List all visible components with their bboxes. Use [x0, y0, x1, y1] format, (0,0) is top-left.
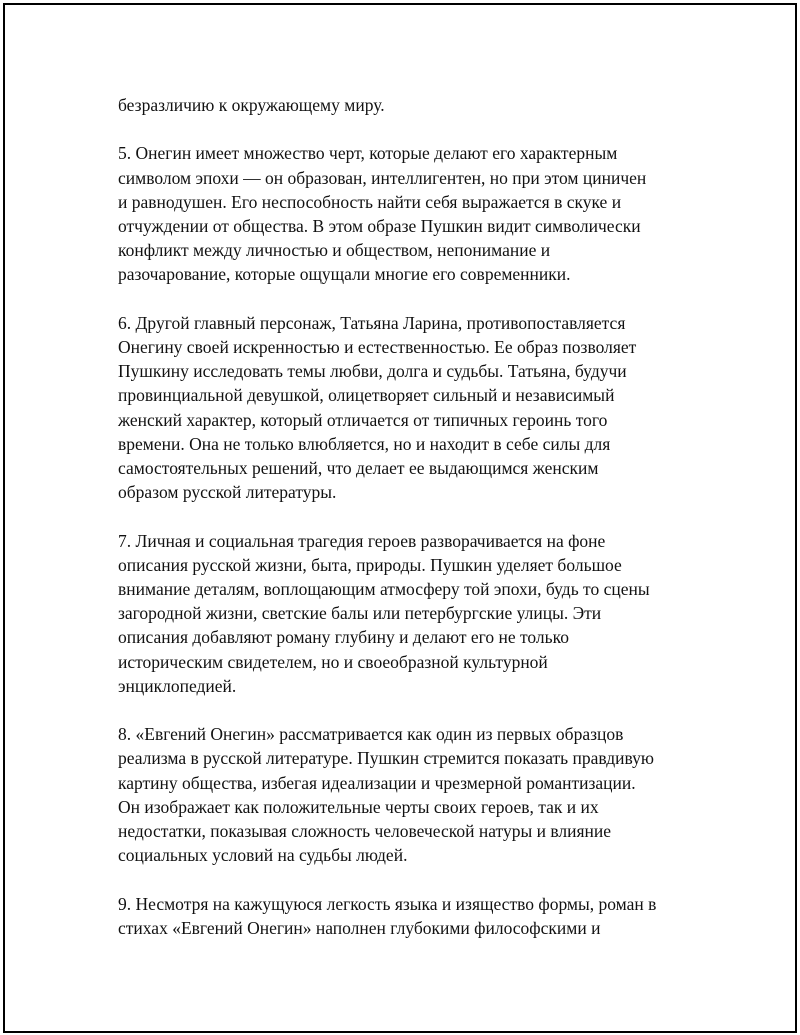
text-line: социальных условий на судьбы людей.: [118, 845, 408, 866]
text-line: символом эпохи — он образован, интеллигентен, но при этом циничен: [118, 167, 647, 188]
text-line: описания добавляют роману глубину и делают его не только: [118, 627, 570, 648]
text-line: загородной жизни, светские балы или петербургские улицы. Эти: [118, 603, 602, 624]
text-line: самостоятельных решений, что делает ее выдающимся женским: [118, 458, 599, 479]
text-line: Пушкину исследовать темы любви, долга и судьбы. Татьяна, будучи: [118, 361, 627, 382]
text-line: отчуждении от общества. В этом образе Пушкин видит символически: [118, 216, 641, 236]
text-line: внимание деталям, воплощающим атмосферу той эпохи, будь то сцены: [118, 579, 650, 600]
text-line: описания русской жизни, быта, природы. Пушкин уделяет большое: [118, 554, 622, 575]
paragraph-continuation: [118, 93, 708, 117]
text-line: стихах «Евгений Онегин» наполнен глубокими философскими и: [118, 917, 601, 938]
text-line: 9. Несмотря на кажущуюся легкость языка и изящество формы, роман в: [118, 893, 657, 914]
text-line: 8. «Евгений Онегин» рассматривается как один из первых образцов: [118, 724, 624, 745]
text-line: 6. Другой главный персонаж, Татьяна Ларина, противопоставляется: [118, 312, 626, 333]
text-line: конфликт между личностью и обществом, непонимание и: [118, 240, 551, 261]
text-line: и равнодушен. Его неспособность найти себя выражается в скуке и: [118, 191, 622, 212]
text-line: энциклопедией.: [118, 675, 237, 696]
text-line: историческим свидетелем, но и своеобразной культурной: [118, 651, 548, 672]
text-line: 7. Личная и социальная трагедия героев разворачивается на фоне: [118, 530, 606, 551]
document-body: [118, 93, 708, 964]
text-line: женский характер, который отличается от типичных героинь того: [118, 409, 608, 430]
text-line: провинциальной девушкой, олицетворяет сильный и независимый: [118, 385, 615, 406]
paragraph-point-6: [118, 311, 708, 505]
text-line: Онегину своей искренностью и естественностью. Ее образ позволяет: [118, 337, 637, 357]
paragraph-point-8: [118, 722, 708, 867]
text-line: 5. Онегин имеет множество черт, которые делают его характерным: [118, 143, 618, 164]
text-line: разочарование, которые ощущали многие его современники.: [118, 264, 571, 285]
paragraph-point-5: [118, 141, 708, 286]
text-line: безразличию к окружающему миру.: [118, 95, 385, 115]
paragraph-point-9: [118, 892, 708, 940]
text-line: недостатки, показывая сложность человеческой натуры и влияние: [118, 821, 612, 842]
paragraph-point-7: [118, 529, 708, 698]
text-line: Он изображает как положительные черты своих героев, так и их: [118, 796, 599, 817]
text-line: реализма в русской литературе. Пушкин стремится показать правдивую: [118, 748, 654, 769]
text-line: картину общества, избегая идеализации и чрезмерной романтизации.: [118, 772, 636, 793]
text-line: времени. Она не только влюбляется, но и находит в себе силы для: [118, 433, 611, 454]
text-line: образом русской литературы.: [118, 482, 337, 503]
